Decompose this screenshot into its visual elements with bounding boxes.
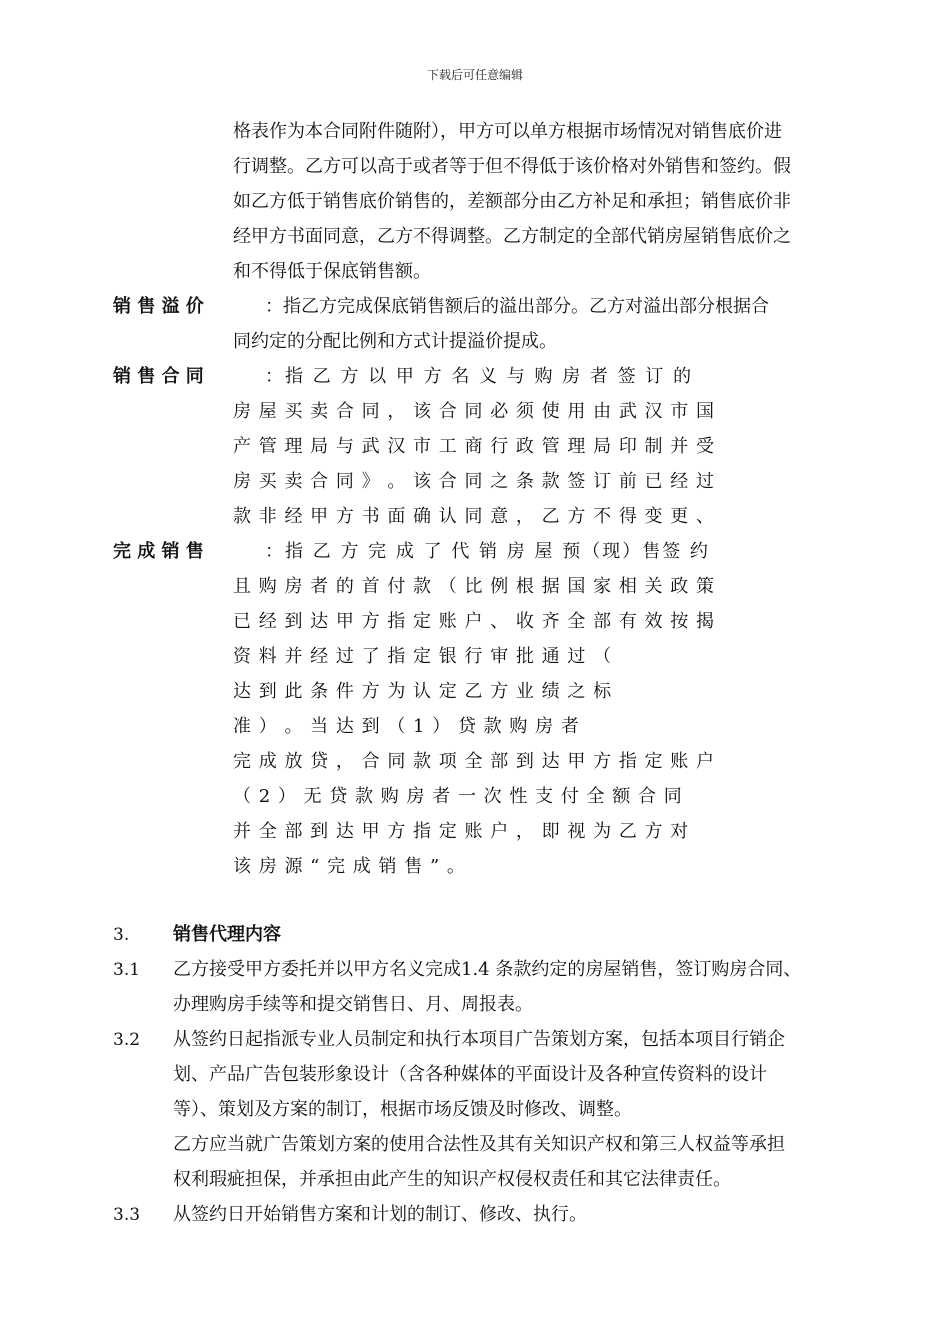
item-line: 权利瑕疵担保，并承担由此产生的知识产权侵权责任和其它法律责任。 (173, 1169, 731, 1190)
definition-line: 并 全 部 到 达 甲 方 指 定 账 户 ， 即 视 为 乙 方 对 (233, 821, 690, 842)
item-line: 划、产品广告包装形象设计（含各种媒体的平面设计及各种宣传资料的设计 (173, 1064, 767, 1085)
item-line: 乙方接受甲方委托并以甲方名义完成1.4 条款约定的房屋销售，签订购房合同、 (173, 959, 802, 980)
item-number: 3.3 (113, 1205, 141, 1225)
item-line: 从签约日起指派专业人员制定和执行本项目广告策划方案，包括本项目行销企 (173, 1029, 785, 1050)
definition-line: 资 料 并 经 过 了 指 定 银 行 审 批 通 过 （ (233, 646, 613, 667)
definition-line: 该 房 源 “ 完 成 销 售 ” 。 (233, 856, 466, 877)
definition-line: 且 购 房 者 的 首 付 款 （ 比 例 根 据 国 家 相 关 政 策 (233, 576, 715, 597)
term-sales-contract: 销 售 合 同 (113, 366, 204, 387)
definition-line: 产 管 理 局 与 武 汉 市 工 商 行 政 管 理 局 印 制 并 受 (233, 436, 715, 457)
definition-line: ：指乙方完成保底销售额后的溢出部分。乙方对溢出部分根据合 (265, 296, 769, 317)
definition-line: 款 非 经 甲 方 书 面 确 认 同 意 ， 乙 方 不 得 变 更 、 (233, 506, 715, 527)
definition-line: 房 屋 买 卖 合 同 ， 该 合 同 必 须 使 用 由 武 汉 市 国 (233, 401, 715, 422)
definition-line: 同约定的分配比例和方式计提溢价提成。 (233, 331, 557, 352)
definition-line: 准 ） 。 当 达 到 （ 1 ） 贷 款 购 房 者 (233, 716, 580, 737)
term-label (113, 295, 253, 319)
definition-line: 房 买 卖 合 同 》 。 该 合 同 之 条 款 签 订 前 已 经 过 (233, 471, 715, 492)
item-line: 等）、策划及方案的制订，根据市场反馈及时修改、调整。 (173, 1099, 632, 1120)
term-text: 销 售 溢 价 (113, 296, 204, 317)
item-line: 从签约日开始销售方案和计划的制订、修改、执行。 (173, 1204, 587, 1225)
item-line: 乙方应当就广告策划方案的使用合法性及其有关知识产权和第三人权益等承担 (173, 1134, 785, 1155)
paragraph-line: 和不得低于保底销售额。 (233, 261, 431, 282)
item-line: 办理购房手续等和提交销售日、月、周报表。 (173, 994, 533, 1015)
definition-line: ：指 乙 方 以 甲 方 名 义 与 购 房 者 签 订 的 (265, 366, 694, 387)
paragraph-line: 经甲方书面同意，乙方不得调整。乙方制定的全部代销房屋销售底价之 (233, 226, 791, 247)
definition-line: 完 成 放 贷 ， 合 同 款 项 全 部 到 达 甲 方 指 定 账 户 (233, 751, 715, 772)
definition-line: 达 到 此 条 件 方 为 认 定 乙 方 业 绩 之 标 (233, 681, 613, 702)
item-number: 3.1 (113, 960, 141, 980)
definition-line: （ 2 ） 无 贷 款 购 房 者 一 次 性 支 付 全 额 合 同 (233, 786, 683, 807)
item-number: 3.2 (113, 1030, 141, 1050)
section-title: 销售代理内容 (173, 924, 281, 945)
paragraph-line: 行调整。乙方可以高于或者等于但不得低于该价格对外销售和签约。假 (233, 156, 791, 177)
page-header: 下载后可任意编辑 (426, 68, 523, 82)
term-sales-premium (113, 295, 253, 319)
paragraph-line: 如乙方低于销售底价销售的，差额部分由乙方补足和承担；销售底价非 (233, 191, 791, 212)
paragraph-line: 格表作为本合同附件随附），甲方可以单方根据市场情况对销售底价进 (233, 121, 782, 142)
definition-line: ：指 乙 方 完 成 了 代 销 房 屋 预（现）售签 约 (265, 541, 710, 562)
section-number: 3. (113, 925, 130, 945)
term-completed-sale: 完 成 销 售 (113, 541, 204, 562)
definition-line: 已 经 到 达 甲 方 指 定 账 户 、 收 齐 全 部 有 效 按 揭 (233, 611, 715, 632)
